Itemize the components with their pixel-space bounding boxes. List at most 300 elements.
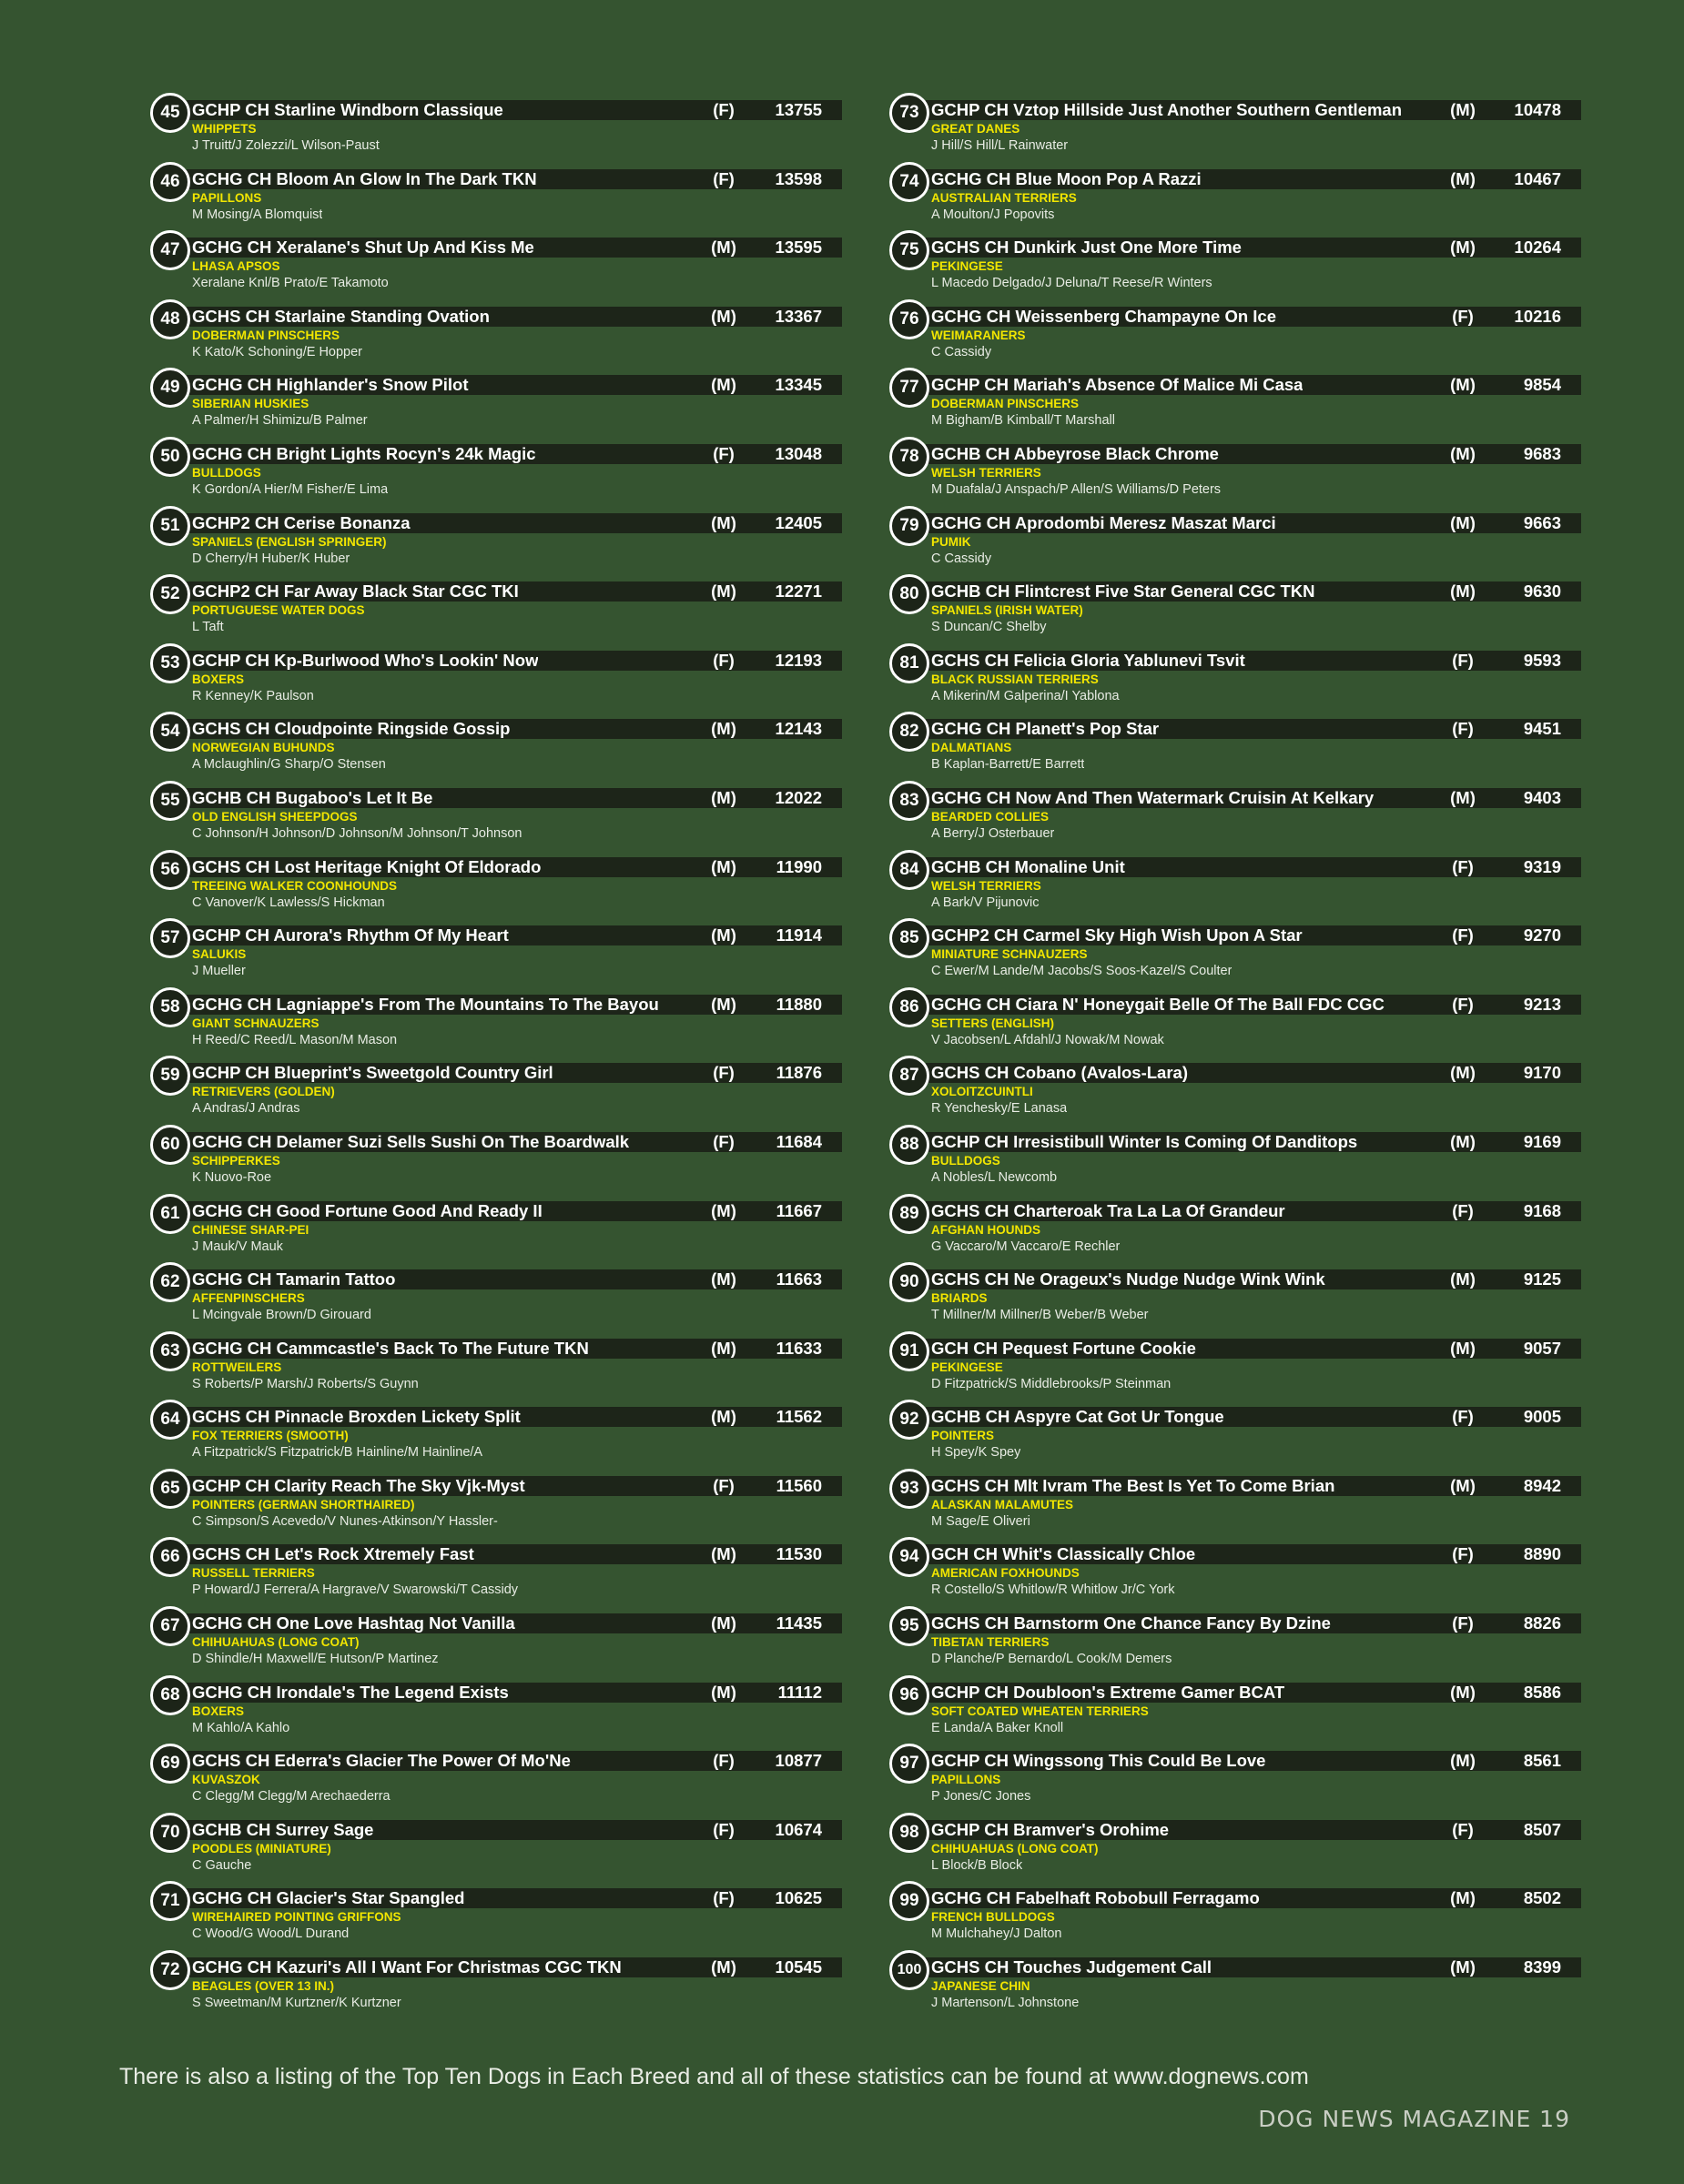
dog-sex: (M) bbox=[1450, 1751, 1476, 1771]
ranking-entry bbox=[150, 298, 842, 367]
dog-breed: BEAGLES (OVER 13 IN.) bbox=[192, 1979, 335, 1994]
dog-sex: (M) bbox=[1450, 1888, 1476, 1908]
rank-badge: 64 bbox=[150, 1400, 190, 1440]
dog-sex: (M) bbox=[711, 1682, 736, 1702]
rank-badge: 63 bbox=[150, 1331, 190, 1371]
dog-name: GCHG CH Aprodombi Meresz Maszat Marci bbox=[931, 512, 1276, 532]
dog-sex: (M) bbox=[1450, 443, 1476, 463]
dog-name: GCHP CH Vztop Hillside Just Another Southern Gentleman bbox=[931, 100, 1403, 119]
dog-breed: RETRIEVERS (GOLDEN) bbox=[192, 1085, 335, 1099]
dog-sex: (M) bbox=[1450, 1338, 1476, 1358]
ranking-entry bbox=[889, 1123, 1581, 1192]
dog-points: 13755 bbox=[775, 100, 822, 119]
dog-points: 11530 bbox=[776, 1544, 822, 1564]
dog-sex: (M) bbox=[711, 306, 736, 326]
dog-owners: D Planche/P Bernardo/L Cook/M Demers bbox=[931, 1652, 1172, 1667]
dog-sex: (M) bbox=[711, 1957, 736, 1977]
dog-owners: R Kenney/K Paulson bbox=[192, 688, 314, 703]
dog-points: 9057 bbox=[1523, 1338, 1561, 1358]
dog-points: 9319 bbox=[1523, 856, 1561, 876]
dog-name: GCHP CH Doubloon's Extreme Gamer BCAT bbox=[931, 1682, 1285, 1702]
dog-sex: (F) bbox=[1452, 719, 1474, 739]
dog-sex: (M) bbox=[711, 1544, 736, 1564]
dog-sex: (F) bbox=[1452, 1819, 1474, 1839]
rank-badge: 72 bbox=[150, 1950, 190, 1990]
dog-owners: D Cherry/H Huber/K Huber bbox=[192, 551, 350, 566]
ranking-entry bbox=[150, 1742, 842, 1811]
ranking-entry bbox=[150, 1398, 842, 1467]
rank-badge: 56 bbox=[150, 850, 190, 890]
dog-points: 10478 bbox=[1514, 100, 1561, 119]
dog-sex: (F) bbox=[713, 650, 735, 670]
dog-points: 13345 bbox=[775, 375, 822, 395]
dog-breed: KUVASZOK bbox=[192, 1773, 260, 1787]
ranking-entry bbox=[889, 298, 1581, 367]
dog-points: 9169 bbox=[1523, 1131, 1561, 1151]
dog-points: 9270 bbox=[1523, 925, 1561, 945]
dog-points: 9125 bbox=[1523, 1269, 1561, 1289]
ranking-entry bbox=[889, 986, 1581, 1055]
ranking-entry bbox=[150, 435, 842, 504]
dog-name: GCHG CH Weissenberg Champayne On Ice bbox=[931, 306, 1277, 326]
dog-breed: BLACK RUSSIAN TERRIERS bbox=[931, 672, 1099, 686]
dog-owners: R Costello/S Whitlow/R Whitlow Jr/C York bbox=[931, 1582, 1175, 1598]
rank-badge: 85 bbox=[889, 918, 929, 958]
dog-owners: C Gauche bbox=[192, 1857, 252, 1873]
dog-breed: SCHIPPERKES bbox=[192, 1153, 280, 1168]
dog-sex: (F) bbox=[713, 168, 735, 188]
ranking-entry bbox=[150, 986, 842, 1055]
dog-breed: PEKINGESE bbox=[931, 1360, 1003, 1374]
dog-sex: (F) bbox=[713, 1751, 735, 1771]
dog-points: 12143 bbox=[775, 719, 822, 739]
dog-points: 9213 bbox=[1523, 994, 1561, 1014]
rank-badge: 66 bbox=[150, 1537, 190, 1577]
dog-points: 11876 bbox=[776, 1063, 822, 1083]
rank-badge: 48 bbox=[150, 299, 190, 339]
dog-owners: A Mclaughlin/G Sharp/O Stensen bbox=[192, 757, 386, 773]
dog-owners: Xeralane Knl/B Prato/E Takamoto bbox=[192, 276, 389, 291]
rank-badge: 73 bbox=[889, 93, 929, 133]
dog-breed: RUSSELL TERRIERS bbox=[192, 1566, 315, 1581]
dog-sex: (F) bbox=[713, 1063, 735, 1083]
dog-owners: C Simpson/S Acevedo/V Nunes-Atkinson/Y Hassler- bbox=[192, 1513, 498, 1529]
dog-points: 8586 bbox=[1523, 1682, 1561, 1702]
dog-points: 13367 bbox=[775, 306, 822, 326]
ranking-entry bbox=[889, 916, 1581, 986]
dog-owners: L Macedo Delgado/J Deluna/T Reese/R Winters bbox=[931, 276, 1212, 291]
ranking-entry bbox=[889, 435, 1581, 504]
dog-owners: C Johnson/H Johnson/D Johnson/M Johnson/T Johnson bbox=[192, 825, 522, 841]
dog-owners: C Clegg/M Clegg/M Arechaederra bbox=[192, 1789, 391, 1805]
ranking-entry bbox=[150, 1054, 842, 1123]
ranking-entry bbox=[150, 1535, 842, 1604]
ranking-entry bbox=[150, 1604, 842, 1673]
dog-name: GCHS CH Dunkirk Just One More Time bbox=[931, 238, 1242, 258]
dog-sex: (M) bbox=[711, 856, 736, 876]
dog-points: 9403 bbox=[1523, 787, 1561, 807]
dog-breed: SETTERS (ENGLISH) bbox=[931, 1016, 1055, 1030]
dog-name: GCHS CH Barnstorm One Chance Fancy By Dzine bbox=[931, 1613, 1331, 1633]
dog-name: GCHP CH Wingssong This Could Be Love bbox=[931, 1751, 1266, 1771]
dog-sex: (M) bbox=[711, 512, 736, 532]
dog-breed: GIANT SCHNAUZERS bbox=[192, 1016, 320, 1030]
dog-breed: PAPILLONS bbox=[192, 190, 262, 205]
ranking-entry bbox=[889, 1398, 1581, 1467]
ranking-entry bbox=[889, 710, 1581, 779]
dog-name: GCHG CH Planett's Pop Star bbox=[931, 719, 1160, 739]
rank-badge: 78 bbox=[889, 437, 929, 477]
dog-breed: WHIPPETS bbox=[192, 122, 257, 136]
dog-owners: C Cassidy bbox=[931, 551, 992, 566]
dog-owners: C Vanover/K Lawless/S Hickman bbox=[192, 895, 385, 910]
dog-points: 9451 bbox=[1523, 719, 1561, 739]
dog-owners: H Reed/C Reed/L Mason/M Mason bbox=[192, 1032, 398, 1047]
dog-owners: K Gordon/A Hier/M Fisher/E Lima bbox=[192, 481, 389, 497]
dog-breed: GREAT DANES bbox=[931, 122, 1020, 136]
dog-sex: (F) bbox=[713, 100, 735, 119]
ranking-entry bbox=[889, 1330, 1581, 1399]
dog-sex: (M) bbox=[711, 719, 736, 739]
dog-owners: A Bark/V Pijunovic bbox=[931, 895, 1040, 910]
dog-breed: DOBERMAN PINSCHERS bbox=[931, 397, 1080, 411]
rank-badge: 94 bbox=[889, 1537, 929, 1577]
rank-badge: 92 bbox=[889, 1400, 929, 1440]
dog-name: GCHP CH Irresistibull Winter Is Coming Of Danditops bbox=[931, 1131, 1358, 1151]
rank-badge: 69 bbox=[150, 1744, 190, 1784]
dog-sex: (M) bbox=[711, 1338, 736, 1358]
ranking-entry bbox=[150, 504, 842, 573]
dog-owners: M Mosing/A Blomquist bbox=[192, 207, 323, 222]
rank-badge: 70 bbox=[150, 1813, 190, 1853]
dog-sex: (M) bbox=[1450, 1269, 1476, 1289]
rankings-column-right bbox=[889, 91, 1581, 2017]
dog-name: GCHS CH Pinnacle Broxden Lickety Split bbox=[192, 1407, 521, 1427]
dog-name: GCHG CH Glacier's Star Spangled bbox=[192, 1888, 465, 1908]
ranking-entry bbox=[150, 1467, 842, 1536]
dog-points: 9168 bbox=[1523, 1200, 1561, 1220]
dog-name: GCHP CH Starline Windborn Classique bbox=[192, 100, 503, 119]
rank-badge: 47 bbox=[150, 230, 190, 270]
dog-name: GCHG CH Blue Moon Pop A Razzi bbox=[931, 168, 1202, 188]
dog-name: GCHB CH Flintcrest Five Star General CGC TKN bbox=[931, 581, 1315, 602]
rank-badge: 60 bbox=[150, 1125, 190, 1165]
dog-owners: M Bigham/B Kimball/T Marshall bbox=[931, 413, 1115, 429]
dog-breed: BOXERS bbox=[192, 672, 245, 686]
ranking-entry bbox=[150, 1879, 842, 1948]
dog-owners: B Kaplan-Barrett/E Barrett bbox=[931, 757, 1085, 773]
dog-name: GCHS CH Cloudpointe Ringside Gossip bbox=[192, 719, 511, 739]
rank-badge: 99 bbox=[889, 1881, 929, 1921]
ranking-entry bbox=[889, 642, 1581, 711]
rank-badge: 49 bbox=[150, 368, 190, 408]
ranking-entry bbox=[889, 504, 1581, 573]
dog-breed: WEIMARANERS bbox=[931, 328, 1026, 342]
dog-sex: (M) bbox=[711, 375, 736, 395]
dog-name: GCHG CH Lagniappe's From The Mountains To The Bayou bbox=[192, 994, 659, 1014]
dog-name: GCH CH Whit's Classically Chloe bbox=[931, 1544, 1196, 1564]
rank-badge: 88 bbox=[889, 1125, 929, 1165]
dog-points: 9630 bbox=[1523, 581, 1561, 602]
dog-name: GCHG CH Highlander's Snow Pilot bbox=[192, 375, 469, 395]
dog-sex: (M) bbox=[1450, 1131, 1476, 1151]
dog-name: GCHS CH Lost Heritage Knight Of Eldorado bbox=[192, 856, 542, 876]
dog-breed: DOBERMAN PINSCHERS bbox=[192, 328, 340, 342]
dog-breed: AMERICAN FOXHOUNDS bbox=[931, 1566, 1080, 1581]
dog-points: 8890 bbox=[1523, 1544, 1561, 1564]
dog-points: 11435 bbox=[776, 1613, 822, 1633]
dog-points: 13595 bbox=[775, 238, 822, 258]
dog-breed: SALUKIS bbox=[192, 947, 247, 962]
ranking-entry bbox=[889, 779, 1581, 848]
dog-owners: M Sage/E Oliveri bbox=[931, 1513, 1030, 1529]
dog-breed: XOLOITZCUINTLI bbox=[931, 1085, 1033, 1099]
dog-name: GCHP CH Kp-Burlwood Who's Lookin' Now bbox=[192, 650, 539, 670]
ranking-entry bbox=[889, 1260, 1581, 1330]
rank-badge: 74 bbox=[889, 162, 929, 202]
dog-points: 13598 bbox=[775, 168, 822, 188]
dog-sex: (F) bbox=[1452, 1200, 1474, 1220]
dog-owners: C Wood/G Wood/L Durand bbox=[192, 1926, 350, 1942]
dog-points: 10545 bbox=[775, 1957, 822, 1977]
rank-badge: 80 bbox=[889, 574, 929, 614]
dog-owners: D Shindle/H Maxwell/E Hutson/P Martinez bbox=[192, 1652, 439, 1667]
dog-points: 9683 bbox=[1523, 443, 1561, 463]
dog-sex: (F) bbox=[1452, 1613, 1474, 1633]
dog-sex: (M) bbox=[1450, 581, 1476, 602]
dog-points: 11633 bbox=[776, 1338, 822, 1358]
dog-owners: A Fitzpatrick/S Fitzpatrick/B Hainline/M Hainline/A bbox=[192, 1445, 483, 1461]
dog-breed: FRENCH BULLDOGS bbox=[931, 1910, 1055, 1925]
rankings-column-left bbox=[150, 91, 842, 2017]
dog-sex: (M) bbox=[711, 1200, 736, 1220]
dog-name: GCHG CH Cammcastle's Back To The Future TKN bbox=[192, 1338, 589, 1358]
rank-badge: 53 bbox=[150, 643, 190, 683]
ranking-entry bbox=[150, 1192, 842, 1261]
dog-owners: H Spey/K Spey bbox=[931, 1445, 1021, 1461]
dog-sex: (F) bbox=[1452, 994, 1474, 1014]
dog-name: GCHS CH Ne Orageux's Nudge Nudge Wink Wink bbox=[931, 1269, 1325, 1289]
dog-sex: (F) bbox=[713, 1475, 735, 1495]
dog-sex: (M) bbox=[711, 787, 736, 807]
rank-badge: 61 bbox=[150, 1194, 190, 1234]
dog-breed: AUSTRALIAN TERRIERS bbox=[931, 190, 1077, 205]
dog-sex: (M) bbox=[1450, 1957, 1476, 1977]
dog-name: GCHG CH Good Fortune Good And Ready II bbox=[192, 1200, 543, 1220]
dog-points: 8561 bbox=[1523, 1751, 1561, 1771]
dog-breed: BRIARDS bbox=[931, 1291, 988, 1306]
dog-owners: V Jacobsen/L Afdahl/J Nowak/M Nowak bbox=[931, 1032, 1164, 1047]
dog-breed: TIBETAN TERRIERS bbox=[931, 1635, 1050, 1650]
dog-name: GCHS CH Ederra's Glacier The Power Of Mo'Ne bbox=[192, 1751, 571, 1771]
dog-name: GCHG CH Fabelhaft Robobull Ferragamo bbox=[931, 1888, 1260, 1908]
dog-name: GCHS CH Let's Rock Xtremely Fast bbox=[192, 1544, 474, 1564]
dog-breed: JAPANESE CHIN bbox=[931, 1979, 1030, 1994]
dog-points: 10674 bbox=[775, 1819, 822, 1839]
dog-sex: (M) bbox=[1450, 168, 1476, 188]
rank-badge: 100 bbox=[889, 1950, 929, 1990]
rank-badge: 46 bbox=[150, 162, 190, 202]
dog-owners: P Howard/J Ferrera/A Hargrave/V Swarowski/T Cassidy bbox=[192, 1582, 519, 1598]
rank-badge: 71 bbox=[150, 1881, 190, 1921]
ranking-entry bbox=[150, 572, 842, 642]
dog-name: GCHS CH Touches Judgement Call bbox=[931, 1957, 1212, 1977]
ranking-entry bbox=[150, 1811, 842, 1880]
dog-sex: (F) bbox=[1452, 1544, 1474, 1564]
dog-name: GCHB CH Surrey Sage bbox=[192, 1819, 374, 1839]
rank-badge: 91 bbox=[889, 1331, 929, 1371]
rank-badge: 45 bbox=[150, 93, 190, 133]
dog-name: GCHG CH Delamer Suzi Sells Sushi On The Boardwalk bbox=[192, 1131, 630, 1151]
dog-owners: A Berry/J Osterbauer bbox=[931, 825, 1055, 841]
dog-owners: J Truitt/J Zolezzi/L Wilson-Paust bbox=[192, 138, 380, 153]
dog-owners: K Kato/K Schoning/E Hopper bbox=[192, 344, 363, 359]
dog-points: 9170 bbox=[1523, 1063, 1561, 1083]
ranking-entry bbox=[889, 1742, 1581, 1811]
dog-owners: A Nobles/L Newcomb bbox=[931, 1169, 1058, 1185]
ranking-entry bbox=[889, 1467, 1581, 1536]
dog-sex: (F) bbox=[1452, 1407, 1474, 1427]
dog-name: GCHB CH Aspyre Cat Got Ur Tongue bbox=[931, 1407, 1224, 1427]
rank-badge: 55 bbox=[150, 781, 190, 821]
dog-points: 8507 bbox=[1523, 1819, 1561, 1839]
ranking-entry bbox=[889, 1054, 1581, 1123]
dog-sex: (M) bbox=[1450, 375, 1476, 395]
ranking-entry bbox=[150, 916, 842, 986]
dog-name: GCHS CH Charteroak Tra La La Of Grandeur bbox=[931, 1200, 1285, 1220]
rank-badge: 54 bbox=[150, 712, 190, 752]
dog-owners: S Sweetman/M Kurtzner/K Kurtzner bbox=[192, 1996, 401, 2011]
rank-badge: 68 bbox=[150, 1675, 190, 1715]
rank-badge: 95 bbox=[889, 1606, 929, 1646]
dog-name: GCHG CH Bright Lights Rocyn's 24k Magic bbox=[192, 443, 536, 463]
dog-sex: (F) bbox=[1452, 856, 1474, 876]
dog-breed: BOXERS bbox=[192, 1704, 245, 1718]
dog-sex: (F) bbox=[713, 1131, 735, 1151]
rank-badge: 51 bbox=[150, 506, 190, 546]
dog-breed: SIBERIAN HUSKIES bbox=[192, 397, 309, 411]
rank-badge: 82 bbox=[889, 712, 929, 752]
dog-points: 13048 bbox=[775, 443, 822, 463]
dog-breed: FOX TERRIERS (SMOOTH) bbox=[192, 1429, 349, 1443]
dog-breed: PEKINGESE bbox=[931, 259, 1003, 274]
ranking-entry bbox=[150, 1673, 842, 1743]
dog-name: GCH CH Pequest Fortune Cookie bbox=[931, 1338, 1196, 1358]
rank-badge: 81 bbox=[889, 643, 929, 683]
dog-points: 12193 bbox=[775, 650, 822, 670]
rank-badge: 97 bbox=[889, 1744, 929, 1784]
dog-sex: (M) bbox=[1450, 787, 1476, 807]
ranking-entry bbox=[150, 848, 842, 917]
dog-name: GCHB CH Bugaboo's Let It Be bbox=[192, 787, 433, 807]
rank-badge: 67 bbox=[150, 1606, 190, 1646]
dog-breed: POODLES (MINIATURE) bbox=[192, 1841, 331, 1855]
ranking-entry bbox=[889, 160, 1581, 229]
dog-points: 8942 bbox=[1523, 1475, 1561, 1495]
rank-badge: 79 bbox=[889, 506, 929, 546]
rank-badge: 87 bbox=[889, 1056, 929, 1096]
dog-sex: (F) bbox=[1452, 306, 1474, 326]
dog-points: 12022 bbox=[775, 787, 822, 807]
dog-name: GCHP2 CH Cerise Bonanza bbox=[192, 512, 411, 532]
dog-owners: A Mikerin/M Galperina/I Yablona bbox=[931, 688, 1120, 703]
dog-breed: DALMATIANS bbox=[931, 741, 1012, 755]
dog-name: GCHB CH Abbeyrose Black Chrome bbox=[931, 443, 1219, 463]
dog-owners: A Palmer/H Shimizu/B Palmer bbox=[192, 413, 368, 429]
dog-breed: ALASKAN MALAMUTES bbox=[931, 1497, 1073, 1512]
dog-breed: WIREHAIRED POINTING GRIFFONS bbox=[192, 1910, 401, 1925]
dog-breed: CHINESE SHAR-PEI bbox=[192, 1222, 309, 1237]
rank-badge: 77 bbox=[889, 368, 929, 408]
dog-breed: MINIATURE SCHNAUZERS bbox=[931, 947, 1088, 962]
dog-owners: A Andras/J Andras bbox=[192, 1101, 300, 1117]
dog-owners: M Duafala/J Anspach/P Allen/S Williams/D Peters bbox=[931, 481, 1222, 497]
dog-name: GCHP2 CH Far Away Black Star CGC TKI bbox=[192, 581, 519, 602]
dog-points: 8399 bbox=[1523, 1957, 1561, 1977]
dog-owners: J Martenson/L Johnstone bbox=[931, 1996, 1080, 2011]
dog-breed: SPANIELS (ENGLISH SPRINGER) bbox=[192, 534, 387, 549]
dog-owners: L Taft bbox=[192, 620, 224, 635]
dog-points: 12271 bbox=[775, 581, 822, 602]
dog-breed: TREEING WALKER COONHOUNDS bbox=[192, 878, 398, 893]
rank-badge: 50 bbox=[150, 437, 190, 477]
ranking-entry bbox=[150, 1330, 842, 1399]
dog-sex: (M) bbox=[711, 238, 736, 258]
dog-owners: R Yenchesky/E Lanasa bbox=[931, 1101, 1068, 1117]
dog-name: GCHG CH One Love Hashtag Not Vanilla bbox=[192, 1613, 515, 1633]
dog-breed: BULLDOGS bbox=[192, 465, 261, 480]
dog-sex: (M) bbox=[711, 1613, 736, 1633]
dog-owners: M Kahlo/A Kahlo bbox=[192, 1720, 290, 1735]
dog-name: GCHP CH Clarity Reach The Sky Vjk-Myst bbox=[192, 1475, 525, 1495]
ranking-entry bbox=[889, 1535, 1581, 1604]
dog-breed: PAPILLONS bbox=[931, 1773, 1001, 1787]
dog-points: 12405 bbox=[775, 512, 822, 532]
ranking-entry bbox=[150, 1123, 842, 1192]
dog-breed: AFGHAN HOUNDS bbox=[931, 1222, 1040, 1237]
dog-name: GCHP2 CH Carmel Sky High Wish Upon A Star bbox=[931, 925, 1303, 945]
dog-points: 11684 bbox=[776, 1131, 822, 1151]
dog-points: 9663 bbox=[1523, 512, 1561, 532]
rank-badge: 76 bbox=[889, 299, 929, 339]
dog-sex: (M) bbox=[1450, 1682, 1476, 1702]
ranking-entry bbox=[150, 228, 842, 298]
rank-badge: 65 bbox=[150, 1469, 190, 1509]
dog-name: GCHS CH Cobano (Avalos-Lara) bbox=[931, 1063, 1188, 1083]
dog-points: 11667 bbox=[776, 1200, 822, 1220]
dog-sex: (M) bbox=[711, 581, 736, 602]
dog-owners: E Landa/A Baker Knoll bbox=[931, 1720, 1064, 1735]
rank-badge: 62 bbox=[150, 1262, 190, 1302]
dog-breed: PUMIK bbox=[931, 534, 971, 549]
rank-badge: 96 bbox=[889, 1675, 929, 1715]
dog-name: GCHP CH Aurora's Rhythm Of My Heart bbox=[192, 925, 509, 945]
dog-breed: WELSH TERRIERS bbox=[931, 465, 1041, 480]
dog-name: GCHG CH Now And Then Watermark Cruisin At Kelkary bbox=[931, 787, 1375, 807]
dog-sex: (M) bbox=[1450, 1475, 1476, 1495]
dog-owners: K Nuovo-Roe bbox=[192, 1169, 272, 1185]
dog-points: 9593 bbox=[1523, 650, 1561, 670]
dog-owners: S Roberts/P Marsh/J Roberts/S Guynn bbox=[192, 1376, 419, 1391]
dog-name: GCHG CH Ciara N' Honeygait Belle Of The Ball FDC CGC bbox=[931, 994, 1385, 1014]
ranking-entry bbox=[150, 779, 842, 848]
rank-badge: 90 bbox=[889, 1262, 929, 1302]
ranking-entry bbox=[889, 1948, 1581, 2017]
dog-owners: L Block/B Block bbox=[931, 1857, 1023, 1873]
dog-name: GCHG CH Xeralane's Shut Up And Kiss Me bbox=[192, 238, 534, 258]
rank-badge: 84 bbox=[889, 850, 929, 890]
dog-sex: (F) bbox=[713, 1888, 735, 1908]
